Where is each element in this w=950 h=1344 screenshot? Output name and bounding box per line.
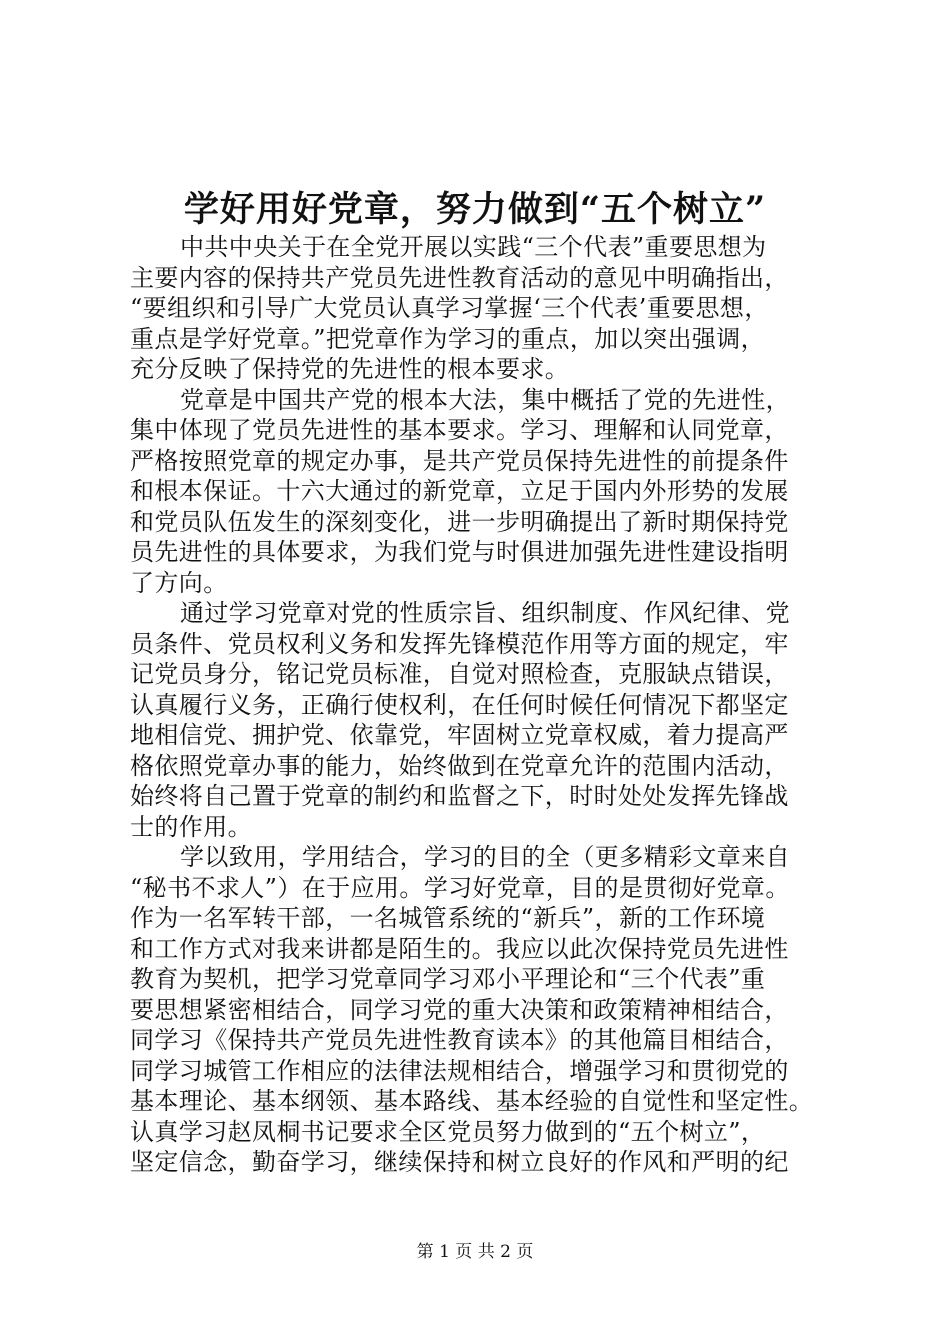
body-line: 和工作方式对我来讲都是陌生的。我应以此次保持党员先进性 xyxy=(130,934,789,963)
body-line: 党章是中国共产党的根本大法，集中概括了党的先进性， xyxy=(180,385,790,414)
body-line: 员条件、党员权利义务和发挥先锋模范作用等方面的规定，牢 xyxy=(130,629,789,658)
body-line: 格依照党章办事的能力，始终做到在党章允许的范围内活动， xyxy=(130,751,789,780)
body-line: 教育为契机，把学习党章同学习邓小平理论和“三个代表”重 xyxy=(130,965,766,993)
body-line: 集中体现了党员先进性的基本要求。学习、理解和认同党章， xyxy=(130,416,789,444)
body-line: 认真履行义务，正确行使权利，在任何时候任何情况下都坚定 xyxy=(130,690,789,719)
body-line: 严格按照党章的规定办事，是共产党员保持先进性的前提条件 xyxy=(130,446,789,475)
body-line: 通过学习党章对党的性质宗旨、组织制度、作风纪律、党 xyxy=(180,599,790,627)
body-line: 同学习城管工作相应的法律法规相结合，增强学习和贯彻党的 xyxy=(130,1056,789,1085)
body-line: 要思想紧密相结合，同学习党的重大决策和政策精神相结合， xyxy=(130,995,789,1024)
body-line: 基本理论、基本纲领、基本路线、基本经验的自觉性和坚定性。 xyxy=(130,1087,814,1115)
page-footer: 第 1 页 共 2 页 xyxy=(416,1242,534,1262)
body-line: 了方向。 xyxy=(130,568,228,597)
body-line: “要组织和引导广大党员认真学习掌握‘三个代表’重要思想， xyxy=(130,294,769,322)
body-line: 同学习《保持共产党员先进性教育读本》的其他篇目相结合， xyxy=(130,1026,789,1054)
body-line: 重点是学好党章。”把党章作为学习的重点，加以突出强调， xyxy=(130,324,766,353)
body-line: 主要内容的保持共产党员先进性教育活动的意见中明确指出， xyxy=(130,263,789,292)
body-line: 坚定信念，勤奋学习，继续保持和树立良好的作风和严明的纪 xyxy=(130,1148,789,1176)
document-body xyxy=(130,232,836,1178)
body-line: 和党员队伍发生的深刻变化，进一步明确提出了新时期保持党 xyxy=(130,507,789,536)
body-line: 始终将自己置于党章的制约和监督之下，时时处处发挥先锋战 xyxy=(130,782,789,810)
body-line: 士的作用。 xyxy=(130,812,252,841)
body-line: 员先进性的具体要求，为我们党与时俱进加强先进性建设指明 xyxy=(130,538,789,566)
body-line: 充分反映了保持党的先进性的根本要求。 xyxy=(130,355,570,383)
body-line: 中共中央关于在全党开展以实践“三个代表”重要思想为 xyxy=(180,233,767,261)
body-line: 和根本保证。十六大通过的新党章，立足于国内外形势的发展 xyxy=(130,477,789,505)
body-line: “秘书不求人”）在于应用。学习好党章，目的是贯彻好党章。 xyxy=(130,873,790,902)
body-line: 作为一名军转干部，一名城管系统的“新兵”，新的工作环境 xyxy=(130,904,766,932)
body-line: 学以致用，学用结合，学习的目的全（更多精彩文章来自 xyxy=(180,843,790,871)
document-title: 学好用好党章，努力做到“五个树立” xyxy=(183,189,767,230)
body-line: 记党员身分，铭记党员标准，自觉对照检查，克服缺点错误， xyxy=(130,660,789,688)
body-line: 地相信党、拥护党、依靠党，牢固树立党章权威，着力提高严 xyxy=(130,721,789,749)
body-line: 认真学习赵凤桐书记要求全区党员努力做到的“五个树立”， xyxy=(130,1117,766,1146)
